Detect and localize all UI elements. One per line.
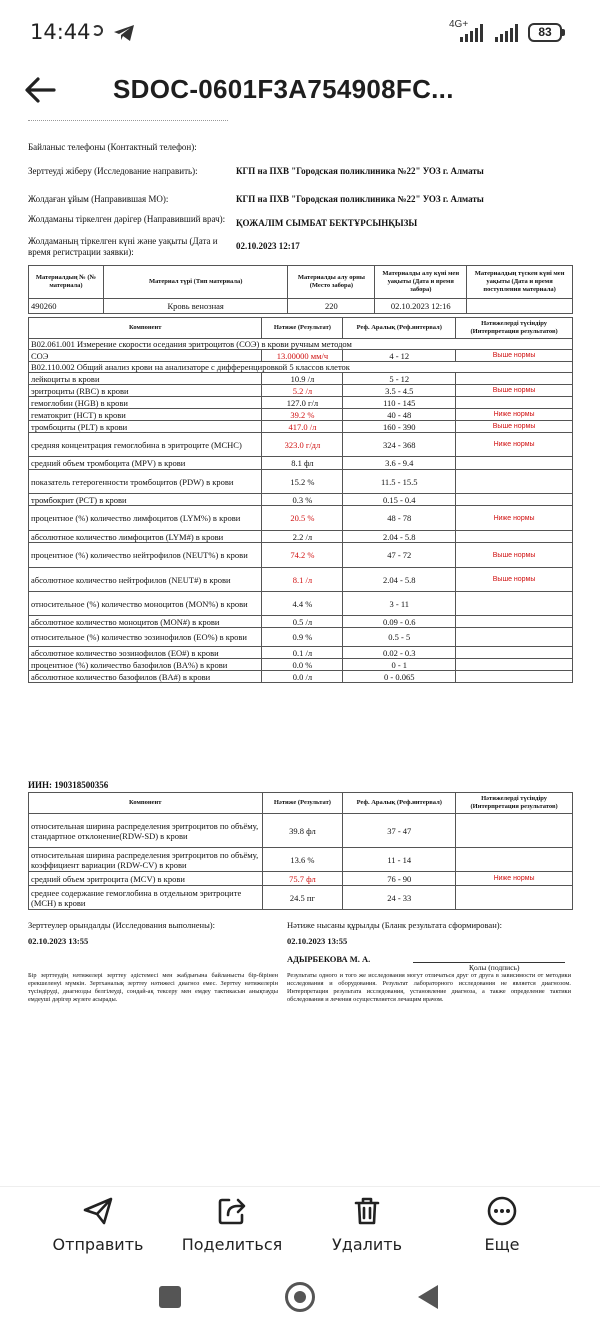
component-name: относительное (%) количество моноцитов (MON%) в крови bbox=[29, 592, 262, 616]
share-label: Поделиться bbox=[181, 1235, 283, 1254]
result-value: 2.2 /л bbox=[262, 531, 343, 543]
ref-interval: 0.09 - 0.6 bbox=[343, 616, 456, 628]
component-name: абсолютное количество базофилов (BA#) в крови bbox=[29, 671, 262, 683]
interpretation bbox=[456, 628, 573, 647]
more-button[interactable] bbox=[437, 1195, 567, 1254]
table-row bbox=[29, 592, 573, 616]
delete-label: Удалить bbox=[332, 1235, 402, 1254]
material-number: 490260 bbox=[29, 299, 104, 314]
interpretation: Выше нормы bbox=[456, 568, 573, 592]
iin-label: ИИН: 190318500356 bbox=[28, 780, 109, 790]
note-kz: Бір зерттеудің нәтижелері зерттеу әдістемесі мен жабдығына байланысты бір-бірінен ерекшеленуі мүмкін. Зертханалық зерттеу нәтижесі диагноз емес. Зерттеу нәтижелерін түсіндіруді, диагнозды белгілеуді, сондай-ақ тексеру мен емдеу тактикасын анықтауды емдеуші дәрігер жүзеге асырады. bbox=[28, 972, 278, 1003]
results2-header-ref: Реф. Аралық (Реф.интервал) bbox=[343, 793, 456, 814]
component-name: гемоглобин (HGB) в крови bbox=[29, 397, 262, 409]
table-row bbox=[29, 568, 573, 592]
results-group-label: B02.061.001 Измерение скорости оседания эритроцитов (СОЭ) в крови ручным методом bbox=[29, 339, 573, 350]
interpretation: Ниже нормы bbox=[456, 872, 573, 886]
note-ru: Результаты одного и того же исследования могут отличаться друг от друга в зависимости от методики исследования и оборудования. Результат лабораторного исследования не является диагнозом. Интерпретация результата исследования, установление диагноза, а также определение тактики обследования и лечения осуществляется лечащим врачом. bbox=[287, 972, 571, 1003]
delete-button[interactable] bbox=[302, 1195, 432, 1254]
component-name: среднее содержание гемоглобина в отдельном эритроците (MCH) в крови bbox=[29, 886, 263, 910]
app-bar bbox=[0, 66, 600, 116]
ref-interval: 2.04 - 5.8 bbox=[343, 568, 456, 592]
form-value: КГП на ПХВ "Городская поликлиника №22" УОЗ г. Алматы bbox=[236, 194, 484, 204]
table-row bbox=[29, 814, 573, 848]
form-created-label: Нәтиже нысаны құрылды (Бланк результата сформирован): bbox=[287, 920, 502, 930]
system-back-button[interactable] bbox=[418, 1285, 438, 1309]
table-row bbox=[29, 671, 573, 683]
form-label: Байланыс телефоны (Контактный телефон): bbox=[28, 142, 197, 152]
table-row bbox=[29, 506, 573, 531]
interpretation: Выше нормы bbox=[456, 385, 573, 397]
network-type: 4G+ bbox=[449, 19, 469, 30]
ref-interval: 0.02 - 0.3 bbox=[343, 647, 456, 659]
ref-interval: 110 - 145 bbox=[343, 397, 456, 409]
battery-icon: 83 bbox=[528, 23, 562, 42]
signal-icon bbox=[460, 24, 488, 42]
table-row bbox=[29, 409, 573, 421]
result-value: 39.2 % bbox=[262, 409, 343, 421]
recents-button[interactable] bbox=[159, 1286, 181, 1308]
results-group-row bbox=[29, 339, 573, 350]
interpretation bbox=[456, 659, 573, 671]
table-row bbox=[29, 457, 573, 470]
table-row bbox=[29, 647, 573, 659]
arrow-left-icon bbox=[22, 74, 58, 106]
result-value: 4.4 % bbox=[262, 592, 343, 616]
interpretation bbox=[456, 848, 573, 872]
component-name: процентное (%) количество нейтрофилов (NEUT%) в крови bbox=[29, 543, 262, 568]
document-title: SDOC-0601F3A754908FC... bbox=[113, 74, 454, 104]
ref-interval: 0 - 1 bbox=[343, 659, 456, 671]
results-table-2 bbox=[28, 792, 573, 910]
form-label: Жолдаған ұйым (Направившая МО): bbox=[28, 194, 169, 204]
result-value: 13.00000 мм/ч bbox=[262, 350, 343, 362]
material-received-date bbox=[467, 299, 573, 314]
result-value: 0.0 % bbox=[262, 659, 343, 671]
share-button[interactable] bbox=[167, 1195, 297, 1254]
result-value: 0.9 % bbox=[262, 628, 343, 647]
more-icon bbox=[486, 1195, 518, 1227]
table-row bbox=[29, 659, 573, 671]
interpretation bbox=[456, 397, 573, 409]
result-value: 127.0 г/л bbox=[262, 397, 343, 409]
table-row bbox=[29, 531, 573, 543]
ref-interval: 47 - 72 bbox=[343, 543, 456, 568]
ref-interval: 11 - 14 bbox=[343, 848, 456, 872]
ref-interval: 3.5 - 4.5 bbox=[343, 385, 456, 397]
interpretation: Ниже нормы bbox=[456, 506, 573, 531]
interpretation bbox=[456, 671, 573, 683]
share-icon bbox=[216, 1195, 248, 1227]
component-name: абсолютное количество эозинофилов (EO#) в крови bbox=[29, 647, 262, 659]
result-value: 13.6 % bbox=[262, 848, 343, 872]
ref-interval: 48 - 78 bbox=[343, 506, 456, 531]
material-header-place: Материалды алу орны (Место забора) bbox=[288, 266, 375, 299]
result-value: 15.2 % bbox=[262, 470, 343, 494]
form-value: ҚОЖАЛІМ СЫМБАТ БЕКТҰРСЫНҚЫЗЫ bbox=[236, 218, 418, 228]
ref-interval: 3.6 - 9.4 bbox=[343, 457, 456, 470]
ref-interval: 2.04 - 5.8 bbox=[343, 531, 456, 543]
table-row bbox=[29, 494, 573, 506]
table-row bbox=[29, 872, 573, 886]
trash-icon bbox=[351, 1195, 383, 1227]
result-value: 8.1 фл bbox=[262, 457, 343, 470]
component-name: гематокрит (HCT) в крови bbox=[29, 409, 262, 421]
results2-header-interp: Нәтижелерді түсіндіру (Интерпретация результатов) bbox=[456, 793, 573, 814]
result-value: 24.5 пг bbox=[262, 886, 343, 910]
results-group-row bbox=[29, 362, 573, 373]
form-value: 02.10.2023 12:17 bbox=[236, 241, 300, 251]
ref-interval: 0.5 - 5 bbox=[343, 628, 456, 647]
results-header-ref: Реф. Аралық (Реф.интервал) bbox=[343, 318, 456, 339]
component-name: показатель гетерогенности тромбоцитов (PDW) в крови bbox=[29, 470, 262, 494]
result-value: 5.2 /л bbox=[262, 385, 343, 397]
interpretation: Выше нормы bbox=[456, 421, 573, 433]
result-value: 39.8 фл bbox=[262, 814, 343, 848]
component-name: абсолютное количество нейтрофилов (NEUT#) в крови bbox=[29, 568, 262, 592]
back-button[interactable] bbox=[22, 74, 58, 106]
component-name: средний объем тромбоцита (MPV) в крови bbox=[29, 457, 262, 470]
component-name: процентное (%) количество базофилов (BA%) в крови bbox=[29, 659, 262, 671]
results-table bbox=[28, 317, 573, 683]
result-value: 0.3 % bbox=[262, 494, 343, 506]
component-name: средняя концентрация гемоглобина в эритроците (MCHC) bbox=[29, 433, 262, 457]
interpretation bbox=[456, 494, 573, 506]
ref-interval: 24 - 33 bbox=[343, 886, 456, 910]
ref-interval: 0.15 - 0.4 bbox=[343, 494, 456, 506]
result-value: 0.1 /л bbox=[262, 647, 343, 659]
results-group-label: B02.110.002 Общий анализ крови на анализаторе с дифференцировкой 5 классов клеток bbox=[29, 362, 573, 373]
material-type: Кровь венозная bbox=[103, 299, 288, 314]
ref-interval: 5 - 12 bbox=[343, 373, 456, 385]
results-header-component: Компонент bbox=[29, 318, 262, 339]
component-name: лейкоциты в крови bbox=[29, 373, 262, 385]
material-table bbox=[28, 265, 573, 314]
interpretation: Выше нормы bbox=[456, 543, 573, 568]
interpretation bbox=[456, 592, 573, 616]
material-sample-date: 02.10.2023 12:16 bbox=[375, 299, 467, 314]
component-name: процентное (%) количество лимфоцитов (LYM%) в крови bbox=[29, 506, 262, 531]
material-header-type: Материал түрі (Тип материала) bbox=[103, 266, 288, 299]
interpretation bbox=[456, 616, 573, 628]
component-name: абсолютное количество моноцитов (MON#) в крови bbox=[29, 616, 262, 628]
interpretation bbox=[456, 886, 573, 910]
interpretation bbox=[456, 647, 573, 659]
ref-interval: 11.5 - 15.5 bbox=[343, 470, 456, 494]
table-row bbox=[29, 397, 573, 409]
table-row bbox=[29, 886, 573, 910]
material-place: 220 bbox=[288, 299, 375, 314]
result-value: 323.0 г/дл bbox=[262, 433, 343, 457]
result-value: 10.9 /л bbox=[262, 373, 343, 385]
table-row bbox=[29, 628, 573, 647]
table-row bbox=[29, 470, 573, 494]
telegram-icon bbox=[113, 24, 135, 42]
do-not-disturb-icon bbox=[92, 25, 103, 36]
status-time: 14:44 bbox=[30, 20, 91, 44]
interpretation bbox=[456, 457, 573, 470]
component-name: тромбоциты (PLT) в крови bbox=[29, 421, 262, 433]
table-row bbox=[29, 373, 573, 385]
result-value: 0.0 /л bbox=[262, 671, 343, 683]
table-row bbox=[29, 385, 573, 397]
component-name: эритроциты (RBC) в крови bbox=[29, 385, 262, 397]
ref-interval: 160 - 390 bbox=[343, 421, 456, 433]
table-row bbox=[29, 848, 573, 872]
interpretation: Ниже нормы bbox=[456, 409, 573, 421]
result-value: 75.7 фл bbox=[262, 872, 343, 886]
form-label: Зерттеуді жіберу (Исследование направить): bbox=[28, 166, 198, 176]
component-name: относительное (%) количество эозинофилов (EO%) в крови bbox=[29, 628, 262, 647]
done-date: 02.10.2023 13:55 bbox=[28, 936, 89, 946]
component-name: СОЭ bbox=[29, 350, 262, 362]
result-value: 417.0 /л bbox=[262, 421, 343, 433]
home-button[interactable] bbox=[285, 1282, 315, 1312]
ref-interval: 3 - 11 bbox=[343, 592, 456, 616]
signature-label: Қолы (подпись) bbox=[469, 963, 520, 972]
ref-interval: 0 - 0.065 bbox=[343, 671, 456, 683]
table-row bbox=[29, 421, 573, 433]
results-header-result: Нәтиже (Результат) bbox=[262, 318, 343, 339]
table-row bbox=[29, 616, 573, 628]
results2-header-result: Нәтиже (Результат) bbox=[262, 793, 343, 814]
system-nav-bar bbox=[0, 1270, 600, 1332]
interpretation bbox=[456, 814, 573, 848]
results-header-interp: Нәтижелерді түсіндіру (Интерпретация результатов) bbox=[456, 318, 573, 339]
component-name: относительная ширина распределения эритроцитов по объёму, стандартное отклонение(RDW-SD) в крови bbox=[29, 814, 263, 848]
component-name: относительная ширина распределения эритроцитов по объёму, коэффициент вариации (RDW-CV) в крови bbox=[29, 848, 263, 872]
table-row bbox=[29, 350, 573, 362]
result-value: 8.1 /л bbox=[262, 568, 343, 592]
interpretation: Ниже нормы bbox=[456, 433, 573, 457]
component-name: средний объем эритроцита (MCV) в крови bbox=[29, 872, 263, 886]
material-header-number: Материалдың № (№ материала) bbox=[29, 266, 104, 299]
signal-icon-2 bbox=[495, 24, 523, 42]
ref-interval: 324 - 368 bbox=[343, 433, 456, 457]
result-value: 20.5 % bbox=[262, 506, 343, 531]
action-bar bbox=[0, 1186, 600, 1266]
table-row bbox=[29, 433, 573, 457]
results2-header-component: Компонент bbox=[29, 793, 263, 814]
ref-interval: 37 - 47 bbox=[343, 814, 456, 848]
component-name: абсолютное количество лимфоцитов (LYM#) в крови bbox=[29, 531, 262, 543]
result-value: 0.5 /л bbox=[262, 616, 343, 628]
send-icon bbox=[82, 1195, 114, 1227]
send-label: Отправить bbox=[52, 1235, 144, 1254]
cut-off-line bbox=[28, 116, 228, 121]
interpretation bbox=[456, 531, 573, 543]
ref-interval: 40 - 48 bbox=[343, 409, 456, 421]
result-value: 74.2 % bbox=[262, 543, 343, 568]
form-label: Жолдаманы тіркелген дәрігер (Направивший врач): bbox=[28, 214, 226, 224]
form-label: Жолдаманың тіркелген күні және уақыты (Дата и время регистрации заявки): bbox=[28, 236, 218, 257]
interpretation bbox=[456, 373, 573, 385]
ref-interval: 4 - 12 bbox=[343, 350, 456, 362]
material-header-sample-date: Материалды алу күні мен уақыты (Дата и время забора) bbox=[375, 266, 467, 299]
table-row bbox=[29, 543, 573, 568]
send-button[interactable] bbox=[33, 1195, 163, 1254]
done-label: Зерттеулер орындалды (Исследования выполнены): bbox=[28, 920, 215, 930]
interpretation: Выше нормы bbox=[456, 350, 573, 362]
interpretation bbox=[456, 470, 573, 494]
component-name: тромбокрит (PCT) в крови bbox=[29, 494, 262, 506]
signer-name: АДЫРБЕКОВА М. А. bbox=[287, 954, 371, 964]
ref-interval: 76 - 90 bbox=[343, 872, 456, 886]
status-bar bbox=[0, 0, 600, 66]
material-header-received-date: Материалдың түскен күні мен уақыты (Дата и время поступления материала) bbox=[467, 266, 573, 299]
form-value: КГП на ПХВ "Городская поликлиника №22" УОЗ г. Алматы bbox=[236, 166, 484, 176]
more-label: Еще bbox=[484, 1235, 520, 1254]
form-created-date: 02.10.2023 13:55 bbox=[287, 936, 348, 946]
